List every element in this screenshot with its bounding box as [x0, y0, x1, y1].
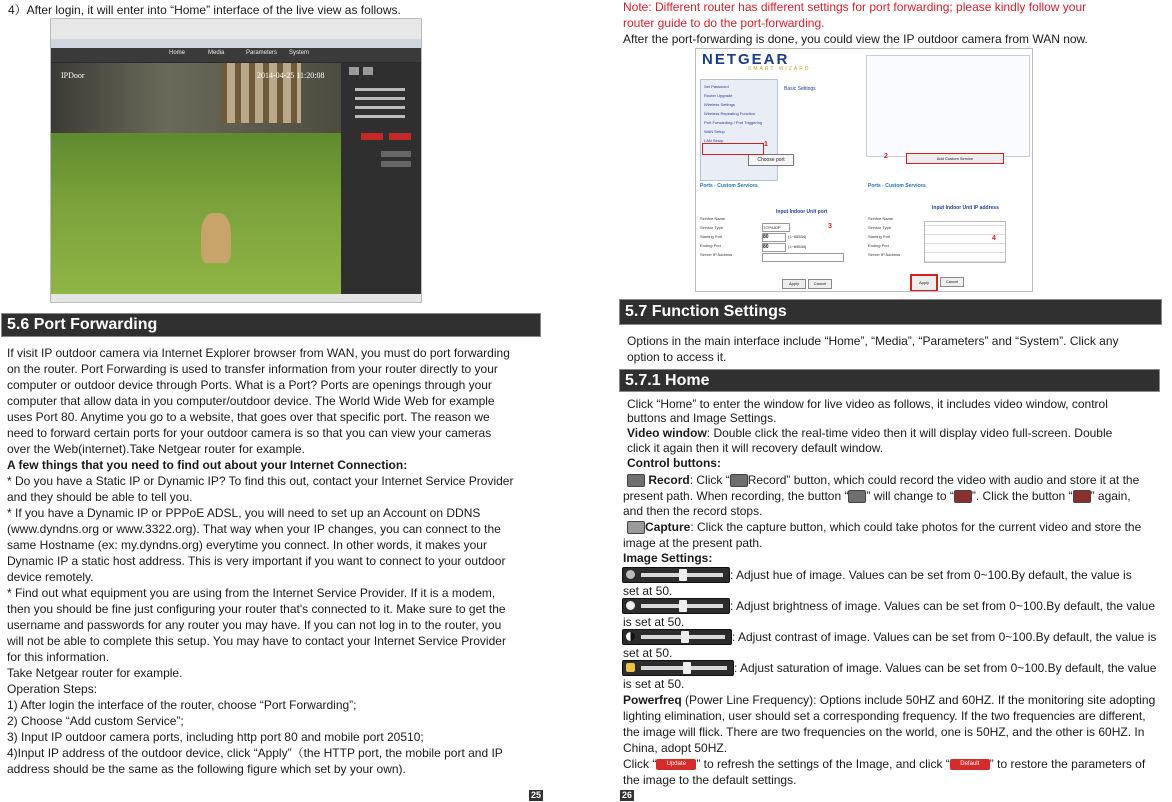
- marker-2: 2: [884, 153, 888, 160]
- menu-item[interactable]: LAN Setup: [704, 138, 724, 143]
- cancel-button-left[interactable]: [808, 279, 832, 289]
- function-settings-line-1: Options in the main interface include “Home”, “Media”, “Parameters” and “System”. Click any: [627, 334, 1119, 348]
- record-text-a: : Click “: [689, 473, 730, 487]
- default-button-icon: Default: [950, 759, 990, 770]
- saturation-slider[interactable]: [355, 115, 405, 118]
- apply-label: Apply: [788, 281, 799, 286]
- record-icon: [730, 474, 748, 487]
- update-button-icon: Update: [656, 759, 696, 770]
- menu-item[interactable]: Wireless Repeating Function: [704, 111, 756, 116]
- netgear-screenshot: [695, 48, 1033, 292]
- capture-line-2: image at the present path.: [623, 536, 763, 550]
- after-forwarding-line: After the port-forwarding is done, you could view the IP outdoor camera from WAN now.: [623, 32, 1088, 46]
- choose-port-text: Choose port: [757, 157, 785, 163]
- browser-bar: [51, 19, 421, 39]
- powerfreq-line-2: lighting elimination, user should set a corresponding frequency. If the two frequencies are different,: [623, 709, 1146, 723]
- capture-label: Capture: [645, 520, 691, 534]
- field-label: Server IP Address: [868, 252, 901, 257]
- ports-custom-left: Ports - Custom Services: [700, 183, 758, 189]
- record-text-c: present path. When recording, the button “: [623, 489, 849, 503]
- paragraph-line: Dynamic IP a static host address. This is very important if you want to connect to your outdoor: [7, 554, 506, 568]
- powerfreq-label: Powerfreq: [623, 693, 682, 707]
- add-custom-service-label: Add Custom Service: [936, 156, 974, 161]
- contrast-slider-icon: [622, 629, 732, 645]
- choose-port-callout: [748, 154, 794, 166]
- brightness-line-2: is set at 50.: [623, 615, 685, 629]
- capture-icon[interactable]: [363, 67, 373, 75]
- paragraph-line: device remotely.: [7, 570, 94, 584]
- record-text-e: ”. Click the button “: [971, 489, 1073, 503]
- field-label: Service Name: [700, 216, 726, 221]
- service-type-field[interactable]: [762, 223, 790, 232]
- add-custom-service-button[interactable]: [906, 153, 1004, 164]
- paragraph-line: 1) After login the interface of the router, choose “Port Forwarding”;: [7, 698, 357, 712]
- capture-text: : Click the capture button, which could take photos for the current video and store the: [690, 520, 1142, 534]
- paragraph-line: * Find out what equipment you are using from the Internet Service Provider. If it is a modem,: [7, 586, 496, 600]
- note-line-2: router guide to do the port-forwarding.: [623, 16, 825, 30]
- powerfreq-line: [623, 692, 1155, 708]
- hue-slider-icon: [622, 567, 730, 583]
- powerfreq-line-4: China, adopt 50HZ.: [623, 741, 728, 755]
- powerfreq-select[interactable]: [381, 151, 411, 157]
- note-line-1: Note: Different router has different settings for port forwarding; please kindly follow your: [623, 0, 1087, 14]
- saturation-slider-icon: [622, 660, 734, 676]
- contrast-icon: [626, 632, 635, 641]
- cancel-label: Cancel: [813, 281, 827, 286]
- video-window-label: Video window: [627, 426, 707, 440]
- paragraph-line: then you should be fine just configuring your router that's connected to it. Make sure to get the: [7, 602, 506, 616]
- paragraph-line: over the Web(internet).Take Netgear router for example.: [7, 442, 305, 456]
- ending-port-value: 80: [763, 244, 769, 250]
- control-panel: [341, 63, 421, 294]
- range-hint: (1~65534): [788, 234, 807, 239]
- recording-icon: [1073, 490, 1091, 503]
- netgear-menu: [704, 82, 762, 145]
- paragraph-line: same Hostname (ex: my.dyndns.org) everytime you connect. In other words, it makes your: [7, 538, 487, 552]
- nav-home[interactable]: Home: [169, 50, 186, 56]
- input-indoor-port-label: Input Indoor Unit port: [776, 209, 828, 215]
- contrast-line-2: set at 50.: [623, 646, 673, 660]
- saturation-line-2: is set at 50.: [623, 677, 685, 691]
- paragraph-line: * Do you have a Static IP or Dynamic IP? To find this out, contact your Internet Service Provider: [7, 474, 514, 488]
- record-label: Record: [648, 473, 690, 487]
- home-line-2: buttons and Image Settings.: [627, 411, 777, 425]
- bold-heading: A few things that you need to find out about your Internet Connection:: [7, 458, 408, 472]
- video-overlay-name: IPDoor: [61, 71, 85, 80]
- menu-item[interactable]: Wireless Settings: [704, 102, 735, 107]
- paragraph-line: uses Port 80. Anytime you go to a website, that goes over that specific port. The reason we: [7, 410, 490, 424]
- recording-icon: [954, 490, 972, 503]
- powerfreq-text: (Power Line Frequency): Options include 50HZ and 60HZ. If the monitoring site adopting: [681, 693, 1156, 707]
- paragraph-line: 4)Input IP address of the outdoor device, click “Apply”（the HTTP port, the mobile port and IP: [7, 746, 503, 760]
- paragraph-line: Operation Steps:: [7, 682, 98, 696]
- paragraph-line: (www.dyndns.org or www.3322.org). That way when your IP changes, you can connect to the: [7, 522, 501, 536]
- field-label: Server IP Address: [700, 252, 733, 257]
- saturation-icon: [626, 663, 635, 672]
- section-title-function-settings: 5.7 Function Settings: [619, 299, 1162, 325]
- record-icon: [627, 474, 645, 487]
- record-line-3: and then the record stops.: [623, 504, 763, 518]
- cancel-label: Cancel: [945, 279, 959, 284]
- netgear-logo: NETGEAR: [702, 51, 790, 68]
- paragraph-line: will not be able to complete this setup. You may have to contact your Internet Service Provider: [7, 634, 506, 648]
- paragraph-line: If visit IP outdoor camera via Internet Explorer browser from WAN, you must do port forwarding: [7, 346, 510, 360]
- paragraph-line: 3) Input IP outdoor camera ports, including http port 80 and mobile port 20510;: [7, 730, 424, 744]
- click-text-c: ” to restore the parameters of: [989, 757, 1146, 771]
- hue-text: : Adjust hue of image. Values can be set from 0~100.By default, the value is: [730, 568, 1132, 582]
- service-type-value: TCP/UDP: [763, 225, 781, 230]
- cancel-button-right[interactable]: [940, 277, 964, 287]
- menu-item[interactable]: Set Password: [704, 84, 729, 89]
- update-default-line-2: the image to the default settings.: [623, 773, 797, 787]
- server-ip-field[interactable]: [762, 253, 844, 262]
- video-overlay-time: 2014-04-25 11:20:08: [257, 71, 325, 80]
- paragraph-line: address should be the same as the following figure which set by your own).: [7, 762, 406, 776]
- paragraph-line: on the router. Port Forwarding is used to transfer information from your router directly to your: [7, 362, 498, 376]
- section-title-home: 5.7.1 Home: [619, 369, 1160, 392]
- hue-line-2: set at 50.: [623, 584, 673, 598]
- update-default-line: [623, 756, 1145, 772]
- field-label: Ending Port: [868, 243, 889, 248]
- contrast-text: : Adjust contrast of image. Values can be set from 0~100.By default, the value is: [732, 630, 1157, 644]
- brightness-text: : Adjust brightness of image. Values can be set from 0~100.By default, the value: [730, 599, 1156, 613]
- nav-parameters[interactable]: Parameters: [246, 50, 278, 56]
- ending-port-field[interactable]: [762, 243, 786, 252]
- field-label: Starting Port: [700, 234, 723, 239]
- video-window-line: [627, 425, 1112, 441]
- page-number-25: 25: [531, 790, 542, 800]
- marker-3: 3: [828, 223, 832, 230]
- input-indoor-ip-label: Input Indoor Unit IP address: [932, 205, 999, 211]
- paragraph-line: 2) Choose “Add custom Service”;: [7, 714, 184, 728]
- contrast-slider[interactable]: [355, 106, 405, 109]
- record-line-2: [623, 488, 1131, 504]
- default-button[interactable]: [389, 133, 411, 140]
- update-button[interactable]: [361, 133, 383, 140]
- camera-icon: [627, 521, 645, 534]
- field-label: Service Type: [700, 225, 724, 230]
- menu-item[interactable]: WAN Setup: [704, 129, 725, 134]
- video-window[interactable]: [51, 63, 341, 294]
- brightness-slider-icon: [622, 598, 730, 614]
- record-text-d: ” will change to “: [866, 489, 954, 503]
- starting-port-value: 80: [763, 234, 769, 240]
- apply-button-left[interactable]: [782, 279, 806, 289]
- port-settings-panel: [866, 55, 1030, 157]
- saturation-text: : Adjust saturation of image. Values can be set from 0~100.By default, the value: [734, 661, 1157, 675]
- paragraph-line: need to forward certain ports for your outdoor camera is so that you can view your cameras: [7, 426, 492, 440]
- home-line-1: Click “Home” to enter the window for live video as follows, it includes video window, control: [627, 397, 1108, 411]
- menu-item[interactable]: Port Forwarding / Port Triggering: [704, 120, 763, 125]
- paragraph-line: Take Netgear router for example.: [7, 666, 183, 680]
- function-settings-line-2: option to access it.: [627, 350, 727, 364]
- page-number-26: 26: [622, 790, 633, 800]
- starting-port-field[interactable]: [762, 233, 786, 242]
- paragraph-line: username and passwords for any router you may have. If you can not log in to the router, you: [7, 618, 502, 632]
- right-form-labels: [868, 214, 900, 259]
- paragraph-line: and they should be able to tell you.: [7, 490, 193, 504]
- nav-system[interactable]: System: [289, 50, 310, 56]
- paragraph-line: for this information.: [7, 650, 110, 664]
- apply-button-right[interactable]: [910, 274, 938, 292]
- click-text-b: ” to refresh the settings of the Image, and click “: [696, 757, 950, 771]
- record-text-f: ” again,: [1090, 489, 1131, 503]
- sun-icon: [626, 601, 635, 610]
- marker-4: 4: [992, 235, 996, 242]
- paragraph-line: * If you have a Dynamic IP or PPPoE ADSL, you will need to set up an Account on DDNS: [7, 506, 481, 520]
- nav-media[interactable]: Media: [208, 50, 225, 56]
- field-label: Service Name: [868, 216, 894, 221]
- port-forwarding-menu-highlight[interactable]: [702, 143, 764, 155]
- ports-custom-right: Ports - Custom Services: [868, 183, 926, 189]
- marker-1: 1: [764, 141, 768, 148]
- step4-caption: 4）After login, it will enter into “Home” interface of the live view as follows.: [8, 3, 401, 17]
- menu-item[interactable]: Router Upgrade: [704, 93, 733, 98]
- browser-toolbar: [51, 39, 421, 48]
- range-hint: (1~65534): [788, 244, 807, 249]
- record-text-b: Record” button, which could record the video with audio and store it at the: [747, 473, 1140, 487]
- video-window-text: : Double click the real-time video then it will display video full-screen. Double: [706, 426, 1113, 440]
- capture-line: [627, 519, 1141, 535]
- brightness-slider[interactable]: [355, 97, 405, 100]
- record-icon: [848, 490, 866, 503]
- field-label: Service Type: [868, 225, 892, 230]
- field-label: Ending Port: [700, 243, 721, 248]
- basic-settings-title: Basic Settings: [784, 86, 816, 92]
- hue-slider[interactable]: [355, 88, 405, 91]
- image-settings-heading: Image Settings:: [623, 551, 713, 565]
- control-buttons-heading: Control buttons:: [627, 456, 721, 470]
- paragraph-line: computer that allow data in you computer/outdoor device. The World Wide Web for example: [7, 394, 495, 408]
- section-title-port-forwarding: 5.6 Port Forwarding: [1, 313, 541, 337]
- paragraph-line: computer or outdoor device through Ports. What is a Port? Ports are openings through your: [7, 378, 492, 392]
- netgear-sub: SMART WIZARD: [748, 66, 811, 72]
- field-label: Starting Port: [868, 234, 891, 239]
- left-form-labels: [700, 214, 732, 259]
- click-text-a: Click “: [623, 757, 657, 771]
- dog: [201, 213, 231, 263]
- misc-select[interactable]: [381, 161, 411, 167]
- status-bar: [51, 294, 421, 302]
- video-window-line-2: click it again then it will recovery default window.: [627, 441, 884, 455]
- port-forwarding-body: [7, 345, 513, 777]
- right-fields[interactable]: [924, 221, 1006, 263]
- app-header: [51, 48, 421, 62]
- record-icon[interactable]: [349, 67, 359, 75]
- record-line: [627, 472, 1139, 488]
- live-view-screenshot: [50, 18, 422, 303]
- powerfreq-line-3: the image will flick. There are two frequencies on the world, one is 50HZ, and the other is 60HZ. In: [623, 725, 1145, 739]
- hue-glyph-icon: [626, 570, 635, 579]
- apply-label: Apply: [918, 280, 929, 285]
